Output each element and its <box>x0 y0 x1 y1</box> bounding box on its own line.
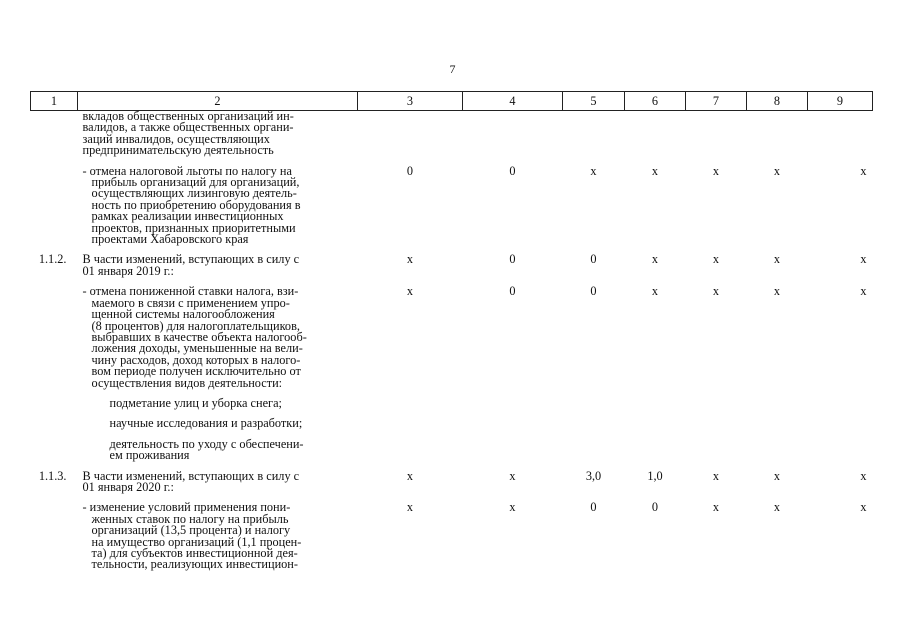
value-cell-col8 <box>747 409 808 429</box>
row-description <box>78 277 358 389</box>
description-line: ность по приобретению оборудования в <box>91 197 301 212</box>
value-cell-col7: х <box>712 468 720 483</box>
value-cell-col4: х <box>509 468 516 483</box>
description-line: проектов, признанных приоритетными <box>91 220 296 235</box>
description-line: прибыль организаций для организаций, <box>91 175 300 190</box>
value-cell-col7: х <box>712 252 720 267</box>
value-cell-col3 <box>358 409 463 429</box>
row-description <box>78 245 358 277</box>
value-cell-col5 <box>563 111 625 157</box>
value-cell-col3 <box>358 389 463 409</box>
description-line: организаций (13,5 процента) и налогу <box>91 523 291 538</box>
value-cell-col6: х <box>651 252 659 267</box>
column-header: 7 <box>686 92 747 111</box>
value-cell-col3 <box>358 430 463 462</box>
value-cell-col6: х <box>651 163 659 178</box>
column-header: 9 <box>808 92 873 111</box>
description-line: 01 января 2019 г.: <box>82 263 174 278</box>
row-description <box>78 157 358 246</box>
value-cell-col3: 0 <box>406 163 414 178</box>
description-line: (8 процентов) для налогоплательщиков, <box>91 318 300 333</box>
row-description <box>78 462 358 494</box>
description-line: 01 января 2020 г.: <box>82 479 174 494</box>
value-cell-col7 <box>686 111 747 157</box>
value-cell-col4 <box>463 430 563 462</box>
table-body <box>31 111 873 571</box>
description-line: - отмена пониженной ставки налога, взи- <box>82 284 299 299</box>
description-line: предпринимательскую деятельность <box>82 143 274 158</box>
description-line: тельности, реализующих инвестицион- <box>91 557 298 572</box>
description-line: выбравших в качестве объекта налогооб- <box>91 329 307 344</box>
row-number <box>31 111 78 157</box>
value-cell-col4: 0 <box>509 284 516 299</box>
value-cell-col4 <box>463 389 563 409</box>
table-row <box>31 430 873 462</box>
value-cell-col9: х <box>860 468 867 483</box>
value-cell-col3: х <box>406 252 414 267</box>
description-line: на имущество организаций (1,1 процен- <box>91 534 302 549</box>
description-line: рамках реализации инвестиционных <box>91 209 284 224</box>
description-line: - отмена налоговой льготы по налогу на <box>82 163 292 178</box>
value-cell-col7 <box>686 389 747 409</box>
value-cell-col8: х <box>773 284 781 299</box>
value-cell-col6 <box>625 430 686 462</box>
column-header: 6 <box>625 92 686 111</box>
description-line: щенной системы налогообложения <box>91 307 275 322</box>
value-cell-col6: 1,0 <box>647 468 663 483</box>
column-header: 1 <box>31 92 78 111</box>
page-number: 7 <box>449 62 456 76</box>
row-description <box>78 430 358 462</box>
row-number <box>31 430 78 462</box>
description-line: заций инвалидов, осуществляющих <box>82 131 270 146</box>
value-cell-col5 <box>563 389 625 409</box>
description-line: вкладов общественных организаций ин- <box>82 109 294 123</box>
column-header: 4 <box>463 92 563 111</box>
value-cell-col3: х <box>406 284 414 299</box>
value-cell-col4: 0 <box>509 252 516 267</box>
value-cell-col6: х <box>651 284 659 299</box>
value-cell-col4: 0 <box>509 163 516 178</box>
value-cell-col9 <box>808 430 873 462</box>
description-line: проектами Хабаровского края <box>91 232 249 247</box>
value-cell-col9: х <box>860 500 867 515</box>
table-row <box>31 157 873 246</box>
table-row <box>31 493 873 570</box>
description-line: ем проживания <box>109 448 190 463</box>
row-number: 1.1.2. <box>38 252 67 267</box>
row-number: 1.1.3. <box>38 468 67 483</box>
value-cell-col5: 0 <box>590 252 597 267</box>
description-line: - изменение условий применения пони- <box>82 500 291 515</box>
description-line: научные исследования и разработки; <box>109 416 303 431</box>
value-cell-col3: х <box>406 468 414 483</box>
table-row <box>31 389 873 409</box>
value-cell-col6 <box>625 389 686 409</box>
value-cell-col8 <box>747 111 808 157</box>
description-line: В части изменений, вступающих в силу с <box>82 252 300 267</box>
description-line: маемого в связи с применением упро- <box>91 295 290 310</box>
row-description <box>78 409 358 429</box>
value-cell-col4 <box>463 409 563 429</box>
value-cell-col5: 0 <box>590 284 597 299</box>
description-line: осуществления видов деятельности: <box>91 375 283 390</box>
row-number <box>31 277 78 389</box>
column-header: 2 <box>78 92 358 111</box>
row-description <box>78 389 358 409</box>
budget-table <box>30 91 873 571</box>
value-cell-col3: х <box>406 500 414 515</box>
description-line: та) для субъектов инвестиционной дея- <box>91 546 298 560</box>
description-line: ложения доходы, уменьшенные на вели- <box>91 341 303 356</box>
description-line: чину расходов, доход которых в налого- <box>91 352 301 367</box>
value-cell-col7: х <box>712 163 720 178</box>
value-cell-col5: х <box>590 163 597 178</box>
value-cell-col8 <box>747 430 808 462</box>
value-cell-col8: х <box>773 468 781 483</box>
value-cell-col3 <box>358 111 463 157</box>
value-cell-col4: х <box>509 500 516 515</box>
column-header: 3 <box>358 92 463 111</box>
value-cell-col8: х <box>773 163 781 178</box>
table-header <box>31 92 873 111</box>
value-cell-col9: х <box>860 163 867 178</box>
value-cell-col5: 0 <box>590 500 597 515</box>
table-row <box>31 245 873 277</box>
value-cell-col7: х <box>712 284 720 299</box>
value-cell-col6 <box>625 111 686 157</box>
value-cell-col9 <box>808 111 873 157</box>
value-cell-col5 <box>563 409 625 429</box>
description-line: вом периоде получен исключительно от <box>91 364 301 379</box>
row-number <box>31 409 78 429</box>
description-line: В части изменений, вступающих в силу с <box>82 468 300 483</box>
value-cell-col4 <box>463 111 563 157</box>
value-cell-col5: 3,0 <box>585 468 602 483</box>
value-cell-col7 <box>686 430 747 462</box>
value-cell-col8 <box>747 389 808 409</box>
table-row <box>31 462 873 494</box>
column-header: 5 <box>563 92 625 111</box>
table-row <box>31 277 873 389</box>
value-cell-col7 <box>686 409 747 429</box>
description-line: осуществляющих лизинговую деятель- <box>91 186 297 201</box>
row-number <box>31 157 78 246</box>
table-row <box>31 111 873 157</box>
value-cell-col9: х <box>860 284 867 299</box>
row-number <box>31 389 78 409</box>
description-line: валидов, а также общественных органи- <box>82 120 294 135</box>
value-cell-col9 <box>808 389 873 409</box>
value-cell-col9 <box>808 409 873 429</box>
value-cell-col8: х <box>773 500 781 515</box>
row-number <box>31 493 78 570</box>
value-cell-col5 <box>563 430 625 462</box>
row-description <box>78 111 358 157</box>
column-header: 8 <box>747 92 808 111</box>
row-description <box>78 493 358 570</box>
description-line: деятельность по уходу с обеспечени- <box>109 436 304 451</box>
description-line: подметание улиц и уборка снега; <box>109 395 282 410</box>
table-row <box>31 409 873 429</box>
value-cell-col6 <box>625 409 686 429</box>
value-cell-col9: х <box>860 252 867 267</box>
value-cell-col7: х <box>712 500 720 515</box>
value-cell-col6: 0 <box>651 500 659 515</box>
description-line: женных ставок по налогу на прибыль <box>91 511 289 526</box>
value-cell-col8: х <box>773 252 781 267</box>
